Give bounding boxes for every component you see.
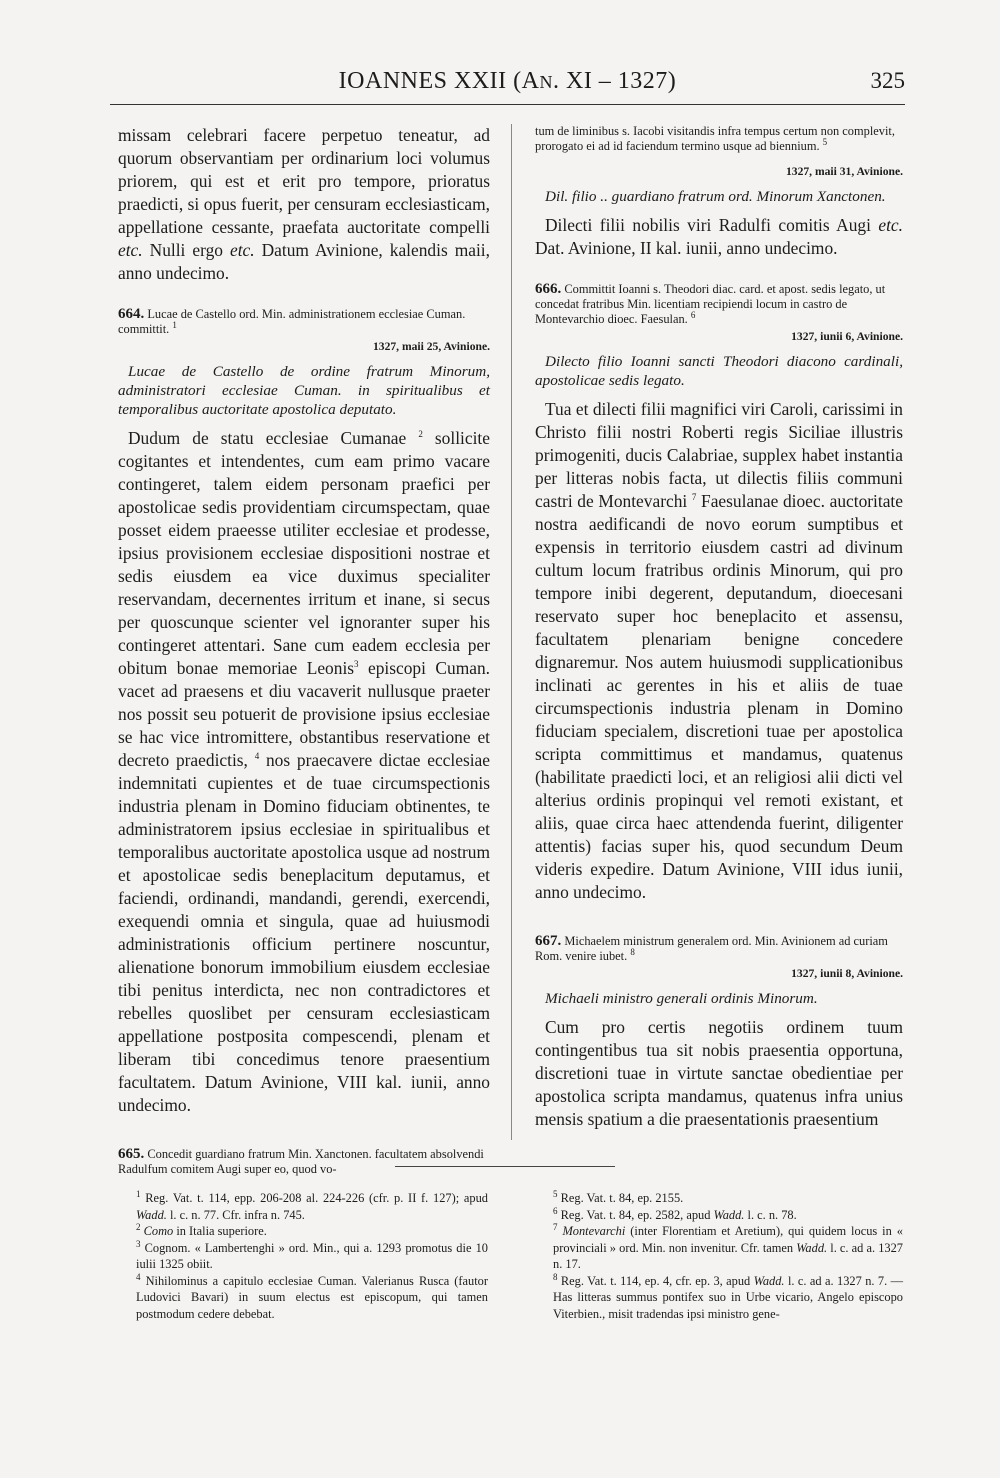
- regest-text: Michaelem ministrum generalem ord. Min. Avinionem ad curiam Rom. venire iubet.: [535, 934, 888, 963]
- date-666: 1327, iunii 6, Avinione.: [791, 330, 903, 343]
- title-main: IOANNES XXII (A: [338, 68, 540, 94]
- rubric-667: Michaeli ministro generali ordinis Minorum.: [545, 990, 818, 1007]
- text: Faesulanae dioec. auctoritate nostra aedificandi de novo eorum sumptibus et expensis in territorio eiusdem castri ad divinum cultum locum fratribus ordinis Minorum, qui pro tempore inibi degerent, deputandum, dioecesani reservato super hoc beneplacito et assensu, facultatem plenariam benigne concedere dignaremur. Nos autem huiusmodi supplicationibus inclinati ac gerentes in his et aliis de tuae circumspectionis industria plenam in Domino fiduciam specialem, discretioni tuae per apostolica scripta committimus et mandamus, quatenus (habilitate praedicti loci, et an religiosi alii dicti vel alterius ordinis propinqui vel remoti existant, et aliis, quae circa haec attendenda fuerint, diligenter attentis) facias super his, quod secundum Deum videris expedire. Datum Avinione, VIII idus iunii, anno undecimo.: [535, 491, 903, 902]
- footnote-7: [535, 1223, 903, 1273]
- text-664: [118, 427, 490, 1117]
- footnote-ref: 4: [254, 751, 260, 762]
- spacer: [118, 419, 490, 427]
- footnotes-right: [535, 1190, 903, 1322]
- right-column: [535, 124, 903, 1131]
- left-column: [118, 124, 490, 1177]
- title-rest: . XI – 1327): [552, 68, 677, 94]
- text-italic: etc.: [118, 240, 143, 260]
- footnote-rule: [395, 1166, 615, 1167]
- text: Reg. Vat. t. 114, epp. 206-208 al. 224-226 (cfr. p. II f. 127); apud: [145, 1191, 488, 1205]
- entry-number: 665.: [118, 1146, 145, 1162]
- text: Cognom. « Lambertenghi » ord. Min., qui a. 1293 promotus die 10 iulii 1325 obiit.: [136, 1240, 488, 1271]
- footnote-ref: 5: [822, 136, 828, 147]
- text: Nulli ergo: [142, 240, 230, 260]
- text: Nihilominus a capitulo ecclesiae Cuman. Valerianus Rusca (fautor Ludovici Bavari) in suum electus est episcopum, qui tamen postmodum cedere debebat.: [136, 1273, 488, 1321]
- date-664: 1327, maii 25, Avinione.: [372, 340, 490, 353]
- entry-number: 666.: [535, 281, 562, 297]
- spacer: [535, 390, 903, 398]
- footnote-ref: 7: [691, 492, 697, 503]
- date-667: 1327, iunii 8, Avinione.: [791, 967, 903, 980]
- text: Reg. Vat. t. 84, ep. 2155.: [560, 1191, 684, 1205]
- footnote-4: [118, 1273, 488, 1323]
- text-italic: etc.: [229, 240, 255, 260]
- entry-663-ending: [118, 124, 490, 285]
- rubric-664: Lucae de Castello de ordine fratrum Minorum, administratori ecclesiae Cuman. in spiritualibus et temporalibus auctoritate apostolica deputato.: [118, 363, 490, 418]
- spacer: [535, 260, 903, 282]
- running-header: [110, 68, 905, 102]
- regest-text: Committit Ioanni s. Theodori diac. card. et apost. sedis legato, ut concedat fratribus Min. licentiam recipiendi locum in castro de Montevarchio dioec. Faesulan.: [535, 282, 886, 326]
- footnote-marker: 8: [553, 1271, 558, 1282]
- text: Dilecti filii nobilis viri Radulfi comitis Augi: [545, 215, 879, 235]
- footnote-marker: 3: [136, 1238, 141, 1249]
- footnote-1: [118, 1190, 488, 1223]
- text: (inter Florentiam et Aretium), qui quidem locus in « provinciali » ord. Min. non invenitur. Cfr. tamen: [553, 1224, 903, 1255]
- footnote-ref: 6: [690, 309, 696, 320]
- spacer: [535, 344, 903, 352]
- footnote-marker: 1: [136, 1188, 141, 1199]
- text-667: Cum pro certis negotiis ordinem tuum contingentibus tua sit nobis praesentia opportuna, discretioni tuae in virtute sanctae obedientiae per apostolica scripta mandamus, quatenus infra unius mensis spatium a die praesentationis praesentium: [535, 1017, 903, 1129]
- text-666: [535, 398, 903, 904]
- text: l. c. ad a. 1327 n. 17.: [553, 1240, 903, 1271]
- text: Datum Avinione, kalendis maii, anno undecimo.: [118, 240, 490, 283]
- regest-667: [535, 934, 903, 964]
- text: Reg. Vat. t. 114, ep. 4, cfr. ep. 3, apud: [560, 1273, 754, 1288]
- text: l. c. n. 78.: [744, 1207, 797, 1222]
- regest-666: [535, 282, 903, 327]
- spacer: [535, 206, 903, 214]
- text: episcopi Cuman. vacet ad praesens et diu vacaverit nullusque praeter nos possit seu potuerit de provisione ipsius ecclesiae se hac vice intromittere, obstantibus reservatione et decreto praedictis,: [118, 658, 491, 770]
- running-title: [110, 68, 905, 95]
- text-italic: Wadd.: [796, 1240, 828, 1255]
- text: missam celebrari facere perpetuo teneatur, ad quorum observantiam per ordinarium loci volumus priorem, qui est et erit pro tempore, prioratus praedicti, si opus fuerit, per censuram ecclesiasticam, appellatione cessante, praefata auctoritate compelli: [118, 125, 490, 237]
- title-small-caps: N: [539, 72, 553, 92]
- rubric-665: Dil. filio .. guardiano fratrum ord. Minorum Xanctonen.: [545, 188, 886, 205]
- entry-number: 667.: [535, 933, 562, 949]
- text-italic: etc.: [878, 215, 903, 235]
- header-rule: [110, 104, 905, 105]
- spacer: [535, 981, 903, 989]
- footnote-marker: 5: [553, 1188, 558, 1199]
- text-italic: Montevarchi: [562, 1224, 626, 1238]
- footnote-8: [535, 1273, 903, 1323]
- text: l. c. n. 77. Cfr. infra n. 745.: [166, 1207, 305, 1222]
- text-italic: Como: [143, 1224, 174, 1238]
- footnote-ref: 1: [172, 319, 177, 330]
- footnote-ref: 8: [630, 946, 635, 957]
- text-italic: Wadd.: [136, 1207, 167, 1222]
- spacer: [118, 285, 490, 307]
- regest-text: tum de liminibus s. Iacobi visitandis infra tempus certum non complevit, prorogato ei ad id faciendum termino usque ad biennium.: [535, 124, 895, 153]
- text-665: [535, 214, 903, 260]
- footnote-ref: 3: [354, 659, 359, 670]
- text: Dat. Avinione, II kal. iunii, anno undecimo.: [535, 238, 838, 258]
- spacer: [535, 179, 903, 187]
- footnote-ref: 2: [418, 429, 423, 440]
- spacer: [118, 1117, 490, 1139]
- regest-text: Concedit guardiano fratrum Min. Xanctonen. facultatem absolvendi Radulfum comitem Augi super eo, quod vo-: [118, 1147, 484, 1176]
- footnote-marker: 2: [136, 1221, 141, 1232]
- page-number: 325: [870, 68, 905, 93]
- footnote-3: [118, 1240, 488, 1273]
- column-divider: [511, 124, 512, 1140]
- spacer: [535, 154, 903, 162]
- spacer: [118, 354, 490, 362]
- footnote-6: [535, 1207, 903, 1224]
- text: Dudum de statu ecclesiae Cumanae: [128, 428, 407, 448]
- spacer: [535, 926, 903, 934]
- footnote-marker: 7: [553, 1221, 558, 1232]
- regest-text: Lucae de Castello ord. Min. administrationem ecclesiae Cuman. committit.: [118, 307, 466, 336]
- spacer: [535, 1008, 903, 1016]
- text: l. c. ad a. 1327 n. 7. — Has litteras summus pontifex suo in Urbe vicario, Angelo episcopo Viterbien., misit tradendas ipsi ministro gene-: [553, 1273, 903, 1321]
- text: Tua et dilecti filii magnifici viri Caroli, carissimi in Christo filii nostri Roberti regis Siciliae illustris primogeniti, ducis Calabriae, supplex habet instantia per litteras nobis facta, ut dilectis filiis communi castri de Montevarchi: [535, 399, 903, 511]
- date-665: 1327, maii 31, Avinione.: [785, 165, 903, 178]
- text: nos praecavere dictae ecclesiae indemnitati cupientes et de tuae circumspectionis industria plenam in Domino fiduciam obtinentes, te administratorem ipsius ecclesiae in spiritualibus et temporalibus auctoritate apostolica usque ad nostrum et apostolicae sedis beneplacitum deputamus, et faciendi, ordinandi, mandandi, gerendi, exercendi, exequendi omnia et singula, quae ad huiusmodi administrationis officium pertinere noscuntur, alienatione bonorum immobilium eiusdem ecclesiae tibi penitus interdicta, nec non contradictores et rebelles quoslibet per censuram ecclesiasticam appellatione postposita compescendi, plenam et liberam tibi concedimus tenore praesentium facultatem. Datum Avinione, VIII kal. iunii, anno undecimo.: [118, 750, 490, 1115]
- footnote-marker: 4: [136, 1271, 141, 1282]
- regest-664: [118, 307, 490, 337]
- entry-number: 664.: [118, 306, 145, 322]
- rubric-666: Dilecto filio Ioanni sancti Theodori diacono cardinali, apostolicae sedis legato.: [535, 353, 903, 389]
- text: Reg. Vat. t. 84, ep. 2582, apud: [560, 1207, 714, 1222]
- text: in Italia superiore.: [173, 1224, 267, 1238]
- regest-665: [118, 1147, 490, 1177]
- footnote-5: [535, 1190, 903, 1207]
- footnote-marker: 6: [553, 1205, 558, 1216]
- spacer: [118, 1139, 490, 1147]
- text: sollicite cogitantes et intendentes, cum eam primo vacare contingeret, talem eidem personam praefici per apostolicae sedis providentiam circumspectam, quae posset eidem praeesse utiliter ecclesiae et prodesse, ipsius provisionem ecclesiae dispositioni nostrae et sedis eiusdem ea vice duximus specialiter reservandam, decernentes irritum et inane, si secus per quoscunque scienter vel ignoranter super his contingeret attentari. Sane cum eadem ecclesia per obitum bonae memoriae Leonis: [118, 428, 490, 678]
- text-italic: Wadd.: [753, 1273, 785, 1288]
- text-italic: Wadd.: [713, 1207, 745, 1222]
- regest-665-cont: [535, 124, 903, 154]
- footnotes-left: [118, 1190, 488, 1322]
- footnote-2: [118, 1223, 488, 1240]
- spacer: [535, 904, 903, 926]
